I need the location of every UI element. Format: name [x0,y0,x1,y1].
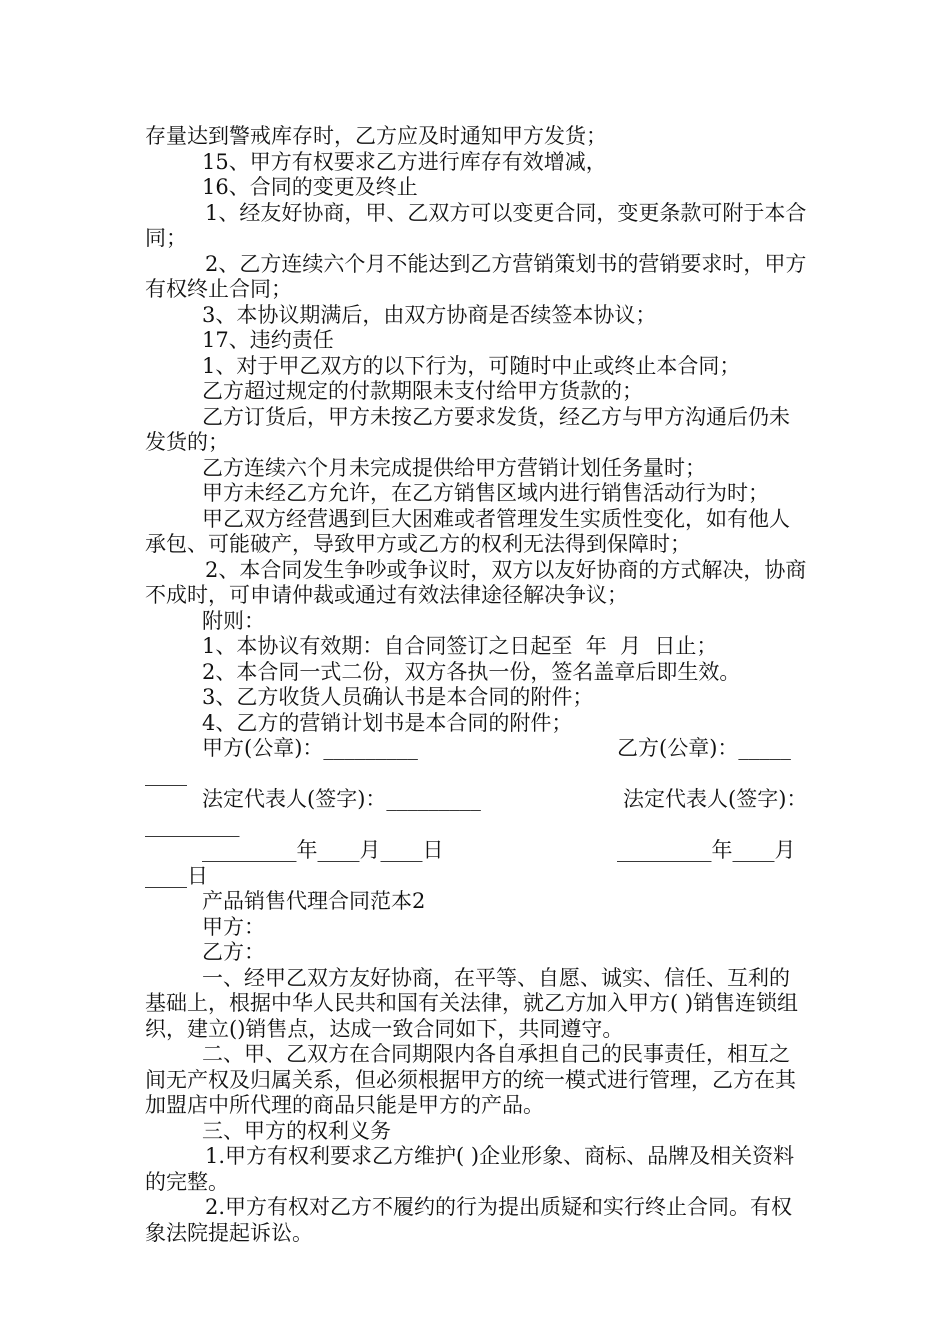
date-row [145,838,810,864]
paragraph: 1.甲方有权利要求乙方维护( )企业形象、商标、品牌及相关资料的完整。 [145,1144,795,1194]
paragraph: 4、乙方的营销计划书是本合同的附件； [202,710,573,735]
party-b-representative-line: 法定代表人(签字)： [623,787,808,811]
party-b-date-line-continued: ____日 [145,863,208,888]
party-a-seal-line: 甲方(公章)：_________ [202,736,418,760]
paragraph: 一、经甲乙双方友好协商，在平等、自愿、诚实、信任、互利的基础上，根据中华人民共和国有关法律，就乙方加入甲方( )销售连锁组织，建立()销售点，达成一致合同如下，共同遵守。 [145,965,799,1041]
paragraph: 乙方连续六个月未完成提供给甲方营销计划任务量时； [202,455,706,480]
paragraph: 三、甲方的权利义务 [202,1118,391,1143]
paragraph: 1、本协议有效期：自合同签订之日起至 年 月 日止； [202,634,718,658]
paragraph: 乙方超过规定的付款期限未支付给甲方货款的； [202,379,643,403]
party-b-representative-line-continued: _________ [145,812,240,837]
paragraph: 3、本协议期满后，由双方协商是否续签本协议； [202,302,657,327]
paragraph: 二、甲、乙双方在合同期限内各自承担自己的民事责任，相互之间无产权及归属关系，但必须根据甲方的统一模式进行管理，乙方在其加盟店中所代理的商品只能是甲方的产品。 [145,1042,796,1117]
paragraph: 附则： [202,608,265,633]
paragraph: 1、对于甲乙双方的以下行为，可随时中止或终止本合同； [202,353,741,378]
representative-row [145,787,810,813]
paragraph: 甲方未经乙方允许，在乙方销售区域内进行销售活动行为时； [202,481,769,505]
seal-row [145,736,810,762]
contract-clauses-part-2 [145,889,810,1246]
paragraph: 1、经友好协商，甲、乙双方可以变更合同，变更条款可附于本合同； [145,200,807,250]
paragraph: 16、合同的变更及终止 [202,175,418,199]
paragraph: 存量达到警戒库存时，乙方应及时通知甲方发货； [145,124,607,148]
paragraph: 2、本合同发生争吵或争议时，双方以友好协商的方式解决，协商不成时，可申请仲裁或通过有效法律途径解决争议； [145,557,807,607]
document-body [145,124,810,1246]
party-a-representative-line: 法定代表人(签字)：_________ [202,787,481,811]
paragraph: 17、违约责任 [202,328,334,352]
party-b-date-line: _________年____月 [617,838,796,862]
paragraph: 产品销售代理合同范本2 [202,889,426,913]
paragraph: 乙方： [202,940,265,964]
party-b-seal-line-continued: ____ [145,761,187,786]
paragraph: 2、乙方连续六个月不能达到乙方营销策划书的营销要求时，甲方有权终止合同； [145,251,807,301]
paragraph: 15、甲方有权要求乙方进行库存有效增减， [202,149,607,174]
paragraph: 3、乙方收货人员确认书是本合同的附件； [202,685,594,709]
paragraph: 2、本合同一式二份，双方各执一份，签名盖章后即生效。 [202,659,741,684]
paragraph: 甲乙双方经营遇到巨大困难或者管理发生实质性变化，如有他人承包、可能破产，导致甲方或乙方的权利无法得到保障时； [145,506,790,556]
contract-clauses-part-1 [145,124,810,736]
paragraph: 2.甲方有权对乙方不履约的行为提出质疑和实行终止合同。有权象法院提起诉讼。 [145,1195,793,1245]
party-a-date-line: _________年____月____日 [202,838,444,862]
paragraph: 乙方订货后，甲方未按乙方要求发货，经乙方与甲方沟通后仍未发货的； [145,404,790,454]
paragraph: 甲方： [202,914,265,939]
party-b-seal-line: 乙方(公章)：_____ [617,736,791,760]
signature-block [145,736,810,889]
